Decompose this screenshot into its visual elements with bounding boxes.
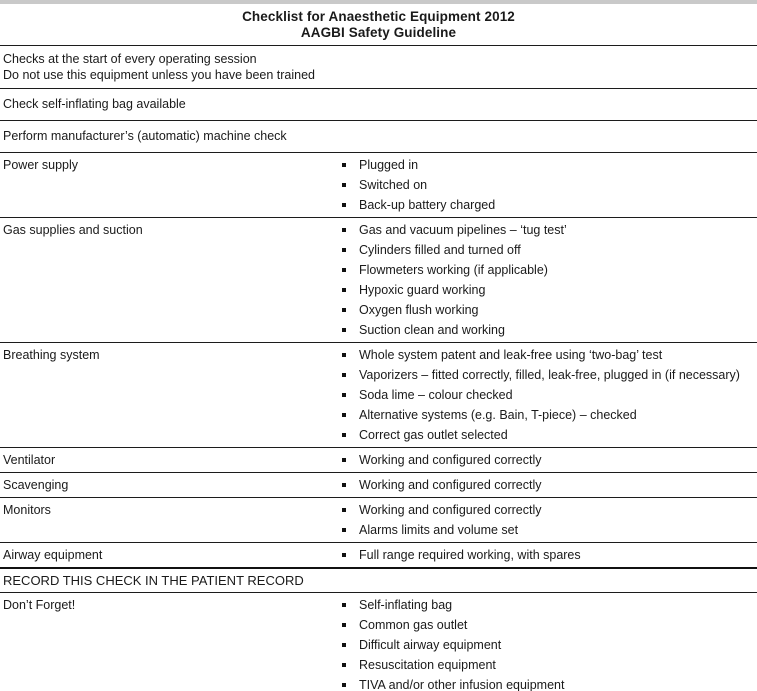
checklist-item	[342, 595, 757, 615]
item-text: Working and configured correctly	[359, 503, 542, 517]
section-monitors	[0, 498, 757, 543]
checklist-item	[342, 280, 757, 300]
checklist-item	[342, 260, 757, 280]
note-line: Do not use this equipment unless you have been trained	[3, 68, 316, 82]
item-text: Whole system patent and leak-free using ‘two-bag’ test	[359, 348, 663, 362]
item-text: Common gas outlet	[359, 618, 468, 632]
section-label: Power supply	[3, 158, 79, 172]
checklist-item	[342, 545, 757, 565]
checklist-item	[342, 300, 757, 320]
bullet-square-icon	[342, 288, 346, 292]
item-text: Vaporizers – fitted correctly, filled, leak-free, plugged in (if necessary)	[359, 368, 740, 382]
section-items	[342, 475, 757, 495]
section-label: Ventilator	[3, 453, 56, 467]
page-title: Checklist for Anaesthetic Equipment 2012	[242, 9, 515, 24]
item-text: Correct gas outlet selected	[359, 428, 508, 442]
section-items	[342, 220, 757, 340]
check-row-machine-check	[0, 121, 757, 153]
checklist-item	[342, 365, 757, 385]
section-label: Don’t Forget!	[3, 598, 76, 612]
bullet-square-icon	[342, 353, 346, 357]
bullet-square-icon	[342, 553, 346, 557]
checklist-item	[342, 320, 757, 340]
bullet-square-icon	[342, 643, 346, 647]
check-text: Check self-inflating bag available	[3, 97, 186, 111]
bullet-square-icon	[342, 328, 346, 332]
checklist-item	[342, 615, 757, 635]
item-text: Alarms limits and volume set	[359, 523, 519, 537]
bullet-square-icon	[342, 483, 346, 487]
item-text: Switched on	[359, 178, 428, 192]
checklist-item	[342, 175, 757, 195]
section-dont-forget	[0, 593, 757, 691]
checklist-item	[342, 220, 757, 240]
bullet-square-icon	[342, 373, 346, 377]
bullet-square-icon	[342, 528, 346, 532]
bullet-square-icon	[342, 458, 346, 462]
note-line: Checks at the start of every operating session	[3, 52, 257, 66]
check-text: Perform manufacturer’s (automatic) machine check	[3, 129, 287, 143]
section-label: Scavenging	[3, 478, 69, 492]
checklist-item	[342, 345, 757, 365]
bullet-square-icon	[342, 683, 346, 687]
checklist-item	[342, 385, 757, 405]
bullet-square-icon	[342, 268, 346, 272]
checklist-item	[342, 500, 757, 520]
page-subtitle: AAGBI Safety Guideline	[300, 25, 457, 40]
bullet-square-icon	[342, 413, 346, 417]
section-items	[342, 545, 757, 565]
item-text: Cylinders filled and turned off	[359, 243, 521, 257]
checklist-item	[342, 450, 757, 470]
checklist-item	[342, 675, 757, 691]
checklist-item	[342, 475, 757, 495]
bullet-square-icon	[342, 183, 346, 187]
checklist-item	[342, 195, 757, 215]
bullet-square-icon	[342, 308, 346, 312]
checklist-item	[342, 635, 757, 655]
item-text: Working and configured correctly	[359, 453, 542, 467]
bullet-square-icon	[342, 203, 346, 207]
section-label: Breathing system	[3, 348, 100, 362]
bullet-square-icon	[342, 623, 346, 627]
section-label: Gas supplies and suction	[3, 223, 143, 237]
checklist-item	[342, 155, 757, 175]
record-check-banner	[0, 569, 757, 593]
bullet-square-icon	[342, 603, 346, 607]
item-text: Suction clean and working	[359, 323, 505, 337]
bullet-square-icon	[342, 508, 346, 512]
section-power-supply	[0, 153, 757, 218]
item-text: Resuscitation equipment	[359, 658, 496, 672]
item-text: Back-up battery charged	[359, 198, 496, 212]
item-text: Working and configured correctly	[359, 478, 542, 492]
checklist-item	[342, 405, 757, 425]
checklist-item	[342, 240, 757, 260]
item-text: Difficult airway equipment	[359, 638, 502, 652]
item-text: TIVA and/or other infusion equipment	[359, 678, 565, 691]
section-items	[342, 345, 757, 445]
document-header	[0, 4, 757, 46]
item-text: Plugged in	[359, 158, 419, 172]
check-row-self-inflating-bag	[0, 89, 757, 121]
item-text: Full range required working, with spares	[359, 548, 581, 562]
checklist-item	[342, 425, 757, 445]
section-airway-equipment	[0, 543, 757, 569]
bullet-square-icon	[342, 163, 346, 167]
item-text: Flowmeters working (if applicable)	[359, 263, 548, 277]
bullet-square-icon	[342, 663, 346, 667]
bullet-square-icon	[342, 433, 346, 437]
item-text: Oxygen flush working	[359, 303, 479, 317]
banner-text: RECORD THIS CHECK IN THE PATIENT RECORD	[3, 573, 304, 588]
bullet-square-icon	[342, 228, 346, 232]
section-ventilator	[0, 448, 757, 473]
section-items	[342, 155, 757, 215]
session-note-row	[0, 46, 757, 89]
section-scavenging	[0, 473, 757, 498]
section-label: Airway equipment	[3, 548, 103, 562]
section-gas-supplies	[0, 218, 757, 343]
section-items	[342, 450, 757, 470]
section-items	[342, 500, 757, 540]
section-breathing-system	[0, 343, 757, 448]
section-items	[342, 595, 757, 691]
item-text: Self-inflating bag	[359, 598, 453, 612]
bullet-square-icon	[342, 248, 346, 252]
checklist-item	[342, 655, 757, 675]
bullet-square-icon	[342, 393, 346, 397]
section-label: Monitors	[3, 503, 51, 517]
item-text: Gas and vacuum pipelines – ‘tug test’	[359, 223, 567, 237]
item-text: Hypoxic guard working	[359, 283, 486, 297]
item-text: Soda lime – colour checked	[359, 388, 513, 402]
checklist-item	[342, 520, 757, 540]
item-text: Alternative systems (e.g. Bain, T-piece) – checked	[359, 408, 637, 422]
